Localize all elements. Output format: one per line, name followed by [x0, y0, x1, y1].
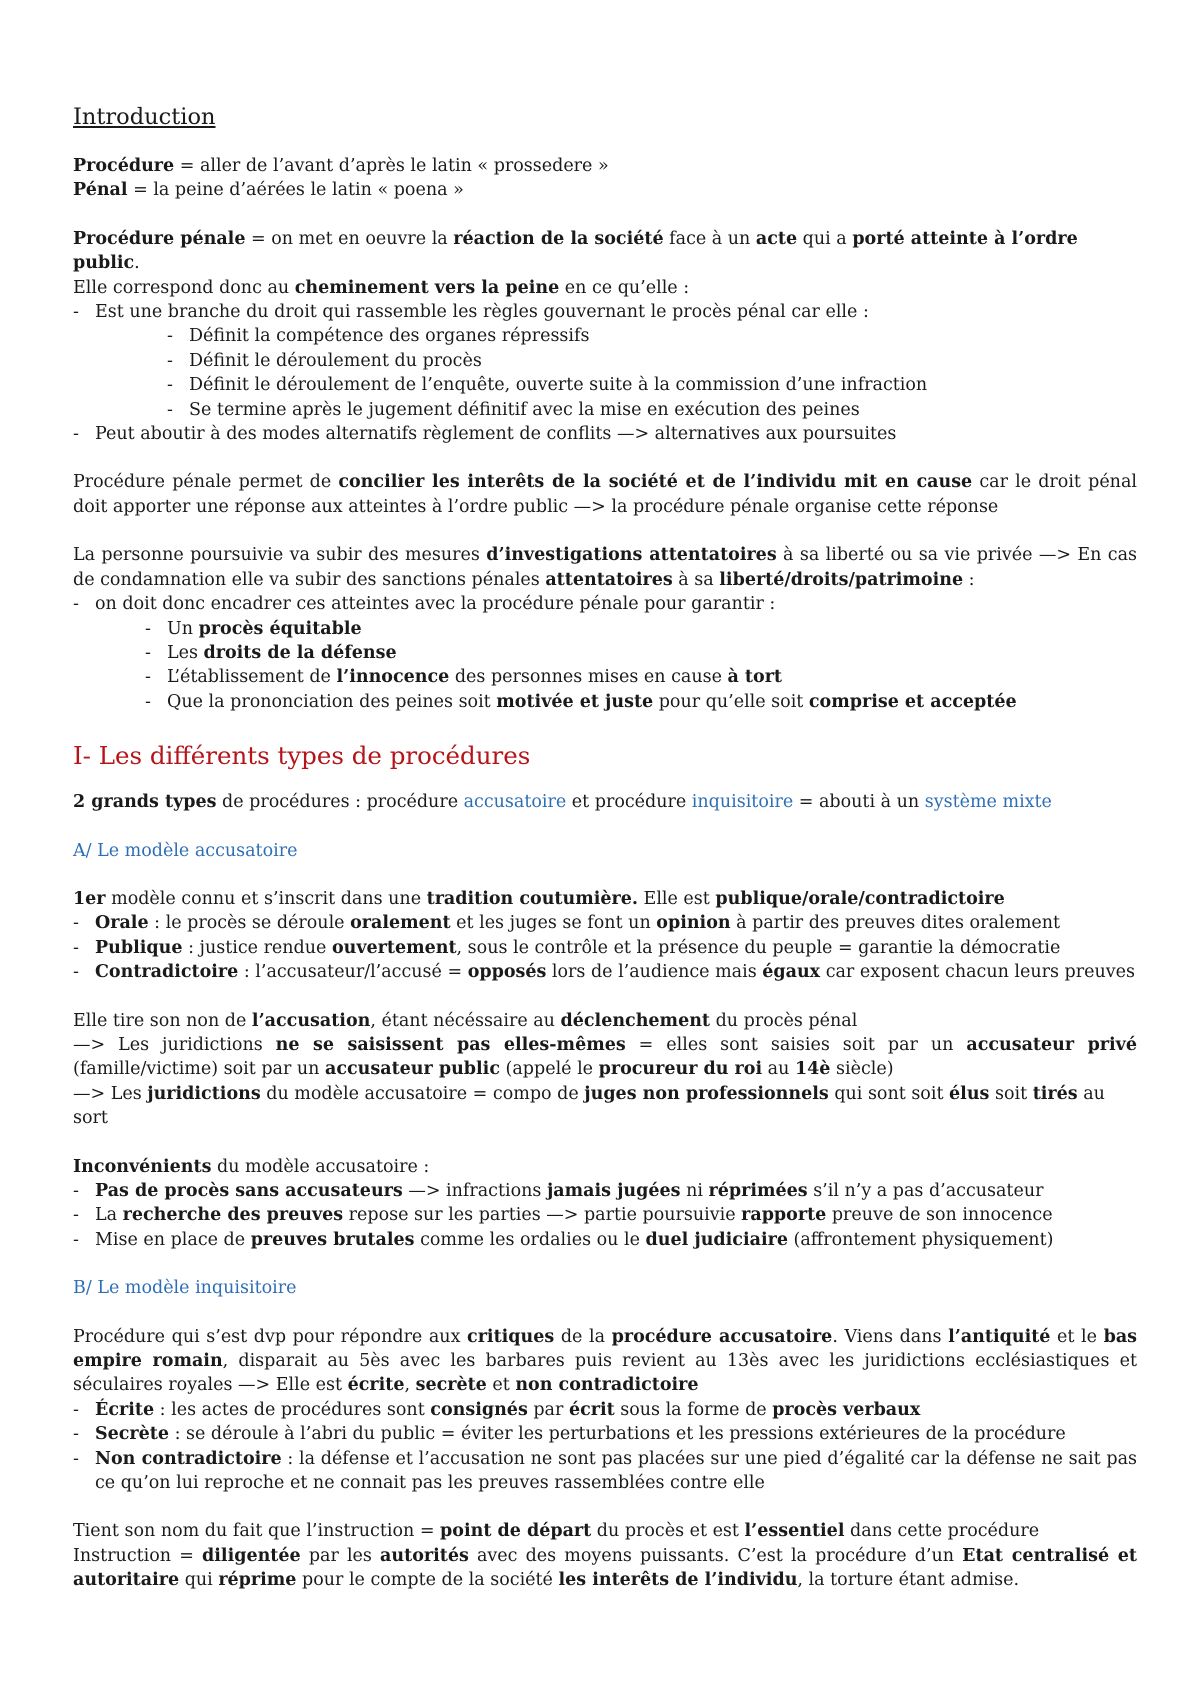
highlight-text: accusatoire [463, 792, 567, 813]
list-item [73, 1422, 1137, 1446]
text: = elles sont saisies soit par un [625, 1034, 967, 1055]
bold-text: tradition coutumière. [426, 888, 638, 909]
text: face à un [663, 228, 756, 249]
text: au sort [73, 1083, 1105, 1129]
bold-text: réaction de la société [453, 228, 664, 249]
definition-penal [73, 178, 1137, 202]
paragraph-inquisitoire-intro [73, 1325, 1137, 1398]
paragraph-compo [73, 1082, 1137, 1131]
bold-text: non contradictoire [515, 1375, 699, 1396]
bold-text: critiques [467, 1326, 555, 1347]
term-penal: Pénal [73, 180, 128, 201]
text: La personne poursuivie va subir des mesures [73, 545, 487, 566]
text: et [486, 1375, 516, 1396]
document-content [73, 98, 1137, 1593]
bold-text: déclenchement [560, 1010, 711, 1031]
bold-text: procès équitable [198, 618, 362, 639]
list-item [73, 1398, 1137, 1422]
inquisitoire-list [73, 1398, 1137, 1496]
text: Instruction = [73, 1545, 203, 1566]
text: pour qu’elle soit [653, 691, 809, 712]
bold-text: Secrète [95, 1424, 169, 1445]
bold-text: 1er [73, 888, 106, 909]
text: du modèle accusatoire = compo de [260, 1083, 585, 1104]
definition-text: = la peine d’aérées le latin « poena » [127, 180, 464, 201]
bold-text: Contradictoire [95, 962, 239, 983]
text: Que la prononciation des peines soit [167, 691, 497, 712]
text: Procédure qui s’est dvp pour répondre aux [73, 1326, 468, 1347]
text: , disparait au 5ès avec les barbares puis revient au 13ès avec les juridictions ecclésiastiques et séculaires royales —> Elle est [73, 1351, 1137, 1396]
text: du procès pénal [710, 1010, 858, 1031]
text: (famille/victime) soit par un [73, 1059, 326, 1080]
bold-text: attentatoires [545, 569, 673, 590]
bold-text: opinion [656, 913, 731, 934]
paragraph-juridictions [73, 1033, 1137, 1082]
text: Elle est [637, 888, 716, 909]
text: au [762, 1059, 795, 1080]
bold-text: jamais jugées [546, 1181, 681, 1201]
bold-text: 2 grands types [73, 792, 217, 813]
document-title: Introduction [73, 104, 216, 130]
text: sous la forme de [614, 1399, 773, 1420]
paragraph-first-model [73, 887, 1137, 911]
list-item [73, 1179, 1137, 1203]
text: siècle) [830, 1059, 894, 1080]
list-item [73, 960, 1137, 984]
bold-text: secrète [415, 1375, 487, 1396]
list-item: - Se termine après le jugement définitif avec la mise en exécution des peines [167, 398, 1137, 422]
bold-text: opposés [467, 962, 547, 983]
list-item [73, 592, 1137, 714]
text: Un [167, 618, 199, 639]
bold-text: point de départ [440, 1521, 592, 1542]
text: L’établissement de [167, 667, 337, 688]
text: s’il n’y a pas d’accusateur [807, 1181, 1044, 1201]
text: , [404, 1375, 416, 1396]
paragraph-concilier [73, 470, 1137, 519]
bold-text: réprime [218, 1570, 297, 1591]
highlight-text: système mixte [924, 792, 1052, 813]
bold-text: motivée et juste [496, 691, 654, 712]
text: (affrontement physiquement) [787, 1229, 1054, 1250]
text: : les actes de procédures sont [154, 1399, 431, 1420]
text: avec des moyens puissants. C’est la procédure d’un [468, 1545, 963, 1566]
text: en ce qu’elle : [559, 277, 690, 298]
text: de procédures : procédure [216, 792, 464, 813]
bold-text: accusateur public [325, 1059, 500, 1080]
list-item [145, 617, 1137, 641]
text: —> Les juridictions [73, 1034, 276, 1055]
highlight-text: inquisitoire [691, 792, 794, 813]
bold-text: à tort [727, 667, 782, 688]
text: : l’accusateur/l’accusé = [238, 962, 468, 983]
subsection-heading-b: B/ Le modèle inquisitoire [73, 1278, 297, 1299]
subsection-heading-a: A/ Le modèle accusatoire [73, 840, 298, 861]
bold-text: procès verbaux [772, 1399, 921, 1420]
intro-list [73, 300, 1137, 446]
text: La [95, 1205, 123, 1226]
bold-text: Inconvénients [73, 1156, 212, 1177]
text: car exposent chacun leurs preuves [820, 962, 1135, 983]
sub-list [145, 617, 1137, 715]
list-item [145, 641, 1137, 665]
paragraph-correspond [73, 276, 1137, 300]
text: modèle connu et s’inscrit dans une [105, 888, 427, 909]
list-item: - Définit le déroulement de l’enquête, ouverte suite à la commission d’une infraction [167, 373, 1137, 397]
text: —> infractions [402, 1181, 547, 1201]
bold-text: 14è [794, 1059, 831, 1080]
bold-text: juridictions [147, 1083, 261, 1104]
text: , sous le contrôle et la présence du peuple = garantie la démocratie [456, 937, 1061, 958]
text: Procédure pénale permet de [73, 472, 339, 493]
text: du procès et est [591, 1521, 745, 1542]
list-item [73, 1228, 1137, 1252]
text: = on met en oeuvre la [245, 228, 454, 249]
text: par [527, 1399, 569, 1420]
paragraph-tient [73, 1519, 1137, 1543]
text: : le procès se déroule [148, 913, 351, 934]
bold-text: duel judiciaire [645, 1229, 788, 1250]
text: : [963, 569, 975, 590]
text: on doit donc encadrer ces atteintes avec la procédure pénale pour garantir : [95, 594, 776, 615]
bold-text: Procédure pénale [73, 228, 246, 249]
inconvenients-list [73, 1179, 1137, 1252]
bold-text: autorités [380, 1545, 469, 1566]
text: et le [1050, 1326, 1104, 1347]
bold-text: diligentée [202, 1545, 301, 1566]
section-heading-1: I- Les différents types de procédures [73, 741, 531, 771]
bold-text: l’accusation [251, 1010, 371, 1031]
list-item: - Peut aboutir à des modes alternatifs règlement de conflits —> alternatives aux poursuites [73, 422, 1137, 446]
bold-text: Pas de procès sans accusateurs [95, 1181, 403, 1201]
bold-text: cheminement vers la peine [294, 277, 560, 298]
bold-text: publique/orale/contradictoire [715, 888, 1005, 909]
text: qui a [797, 228, 853, 249]
text: . Viens dans [832, 1326, 949, 1347]
text: pour le compte de la société [296, 1570, 559, 1591]
bold-text: droits de la défense [203, 642, 397, 663]
text: , étant nécéssaire au [370, 1010, 561, 1031]
bold-text: écrit [568, 1399, 615, 1420]
bold-text: tirés [1032, 1083, 1078, 1104]
term-procedure: Procédure [73, 156, 175, 176]
text: car le droit pénal doit apporter une réponse aux atteintes à l’ordre public —> la procédure pénale organise cette réponse [73, 472, 1137, 517]
list-item [73, 911, 1137, 935]
bold-text: rapporte [741, 1205, 827, 1226]
sub-list [167, 324, 1137, 422]
bold-text: l’essentiel [744, 1521, 845, 1542]
bold-text: preuves brutales [250, 1229, 415, 1250]
text: : la défense et l’accusation ne sont pas placées sur une pied d’égalité car la défense ne sait pas ce qu’on lui reproche et ne connait pas les preuves rassemblées contre elle [95, 1448, 1137, 1494]
text: à partir des preuves dites oralement [730, 913, 1061, 934]
text: : justice rendue [182, 937, 332, 958]
bold-text: acte [755, 228, 798, 249]
garanties-list [73, 592, 1137, 714]
list-item [73, 1447, 1137, 1496]
bold-text: Écrite [95, 1399, 155, 1420]
bold-text: concilier les interêts de la société et de l’individu mit en cause [338, 472, 973, 493]
paragraph-inconvenients [73, 1155, 1137, 1179]
text: par les [300, 1545, 381, 1566]
list-item [73, 300, 1137, 422]
bold-text: comprise et acceptée [808, 691, 1017, 712]
bold-text: porté atteinte à l’ordre public [73, 228, 1078, 274]
bold-text: réprimées [708, 1181, 808, 1201]
text: —> Les [73, 1083, 148, 1104]
definition-text: = aller de l’avant d’après le latin « prossedere » [174, 156, 609, 176]
text: de la [554, 1326, 612, 1347]
list-item: - Définit le déroulement du procès [167, 349, 1137, 373]
bold-text: élus [949, 1083, 990, 1104]
bold-text: d’investigations attentatoires [486, 545, 777, 566]
bold-text: les interêts de l’individu [558, 1570, 798, 1591]
bold-text: égaux [762, 962, 821, 983]
text: ni [680, 1181, 709, 1201]
bold-text: recherche des preuves [122, 1205, 344, 1226]
text: du modèle accusatoire : [211, 1156, 430, 1177]
list-item [145, 665, 1137, 689]
bold-text: ouvertement [331, 937, 457, 958]
text: Est une branche du droit qui rassemble les règles gouvernant le procès pénal car elle : [95, 302, 869, 323]
bold-text: liberté/droits/patrimoine [719, 569, 964, 590]
text: à sa [672, 569, 720, 590]
list-item [73, 1203, 1137, 1227]
text: et les juges se font un [450, 913, 657, 934]
text: dans cette procédure [844, 1521, 1040, 1542]
bold-text: bas empire romain [73, 1326, 1138, 1372]
text: : se déroule à l’abri du public = éviter les perturbations et les pressions extérieures de la procédure [169, 1424, 1066, 1445]
bold-text: Non contradictoire [95, 1448, 282, 1469]
paragraph-procedure-penale [73, 227, 1137, 276]
bold-text: l’innocence [336, 667, 450, 688]
text: repose sur les parties —> partie poursuivie [343, 1205, 742, 1226]
characteristics-list [73, 911, 1137, 984]
text: Tient son nom du fait que l’instruction = [73, 1521, 441, 1542]
bold-text: procureur du roi [598, 1059, 763, 1080]
list-item: - Définit la compétence des organes répressifs [167, 324, 1137, 348]
bold-text: accusateur privé [966, 1034, 1137, 1055]
paragraph-instruction [73, 1544, 1137, 1593]
text: qui sont soit [828, 1083, 950, 1104]
bold-text: ne se saisissent pas elles-mêmes [275, 1034, 626, 1055]
bold-text: oralement [350, 913, 451, 934]
text: comme les ordalies ou le [414, 1229, 646, 1250]
text: Mise en place de [95, 1229, 251, 1250]
paragraph-personne [73, 543, 1137, 592]
bold-text: écrite [347, 1375, 405, 1396]
bold-text: l’antiquité [948, 1326, 1051, 1347]
text: , la torture étant admise. [797, 1570, 1020, 1591]
text: à sa liberté ou sa vie privée —> En cas de condamnation elle va subir des sanctions pénales [73, 545, 1137, 590]
text: = abouti à un [793, 792, 925, 813]
text: lors de l’audience mais [546, 962, 763, 983]
paragraph-types [73, 790, 1137, 814]
text: Elle tire son non de [73, 1010, 252, 1031]
bold-text: procédure accusatoire [611, 1326, 833, 1347]
paragraph-nom [73, 1009, 1137, 1033]
text: qui [179, 1570, 219, 1591]
bold-text: juges non professionnels [584, 1083, 829, 1104]
bold-text: Etat centralisé et autoritaire [73, 1545, 1138, 1591]
text: preuve de son innocence [826, 1205, 1053, 1226]
text: et procédure [566, 792, 692, 813]
bold-text: consignés [430, 1399, 528, 1420]
text: soit [989, 1083, 1033, 1104]
bold-text: Orale [95, 913, 149, 934]
text: (appelé le [499, 1059, 599, 1080]
list-item [145, 690, 1137, 714]
text: des personnes mises en cause [449, 667, 728, 688]
text: Elle correspond donc au [73, 277, 295, 298]
list-item [73, 936, 1137, 960]
text: . [134, 253, 140, 274]
text: Les [167, 642, 204, 663]
bold-text: Publique [95, 937, 183, 958]
definition-procedure [73, 154, 1137, 178]
